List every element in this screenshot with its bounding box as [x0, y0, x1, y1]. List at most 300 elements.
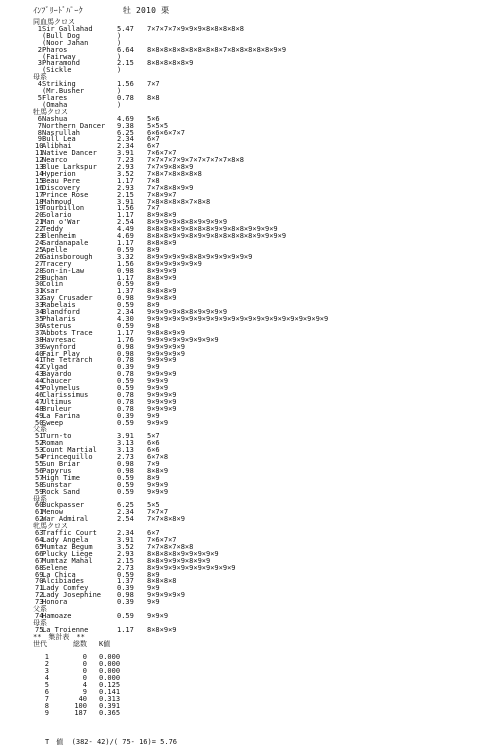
- horse-name: Bayardo: [42, 370, 72, 379]
- horse-name: Son-in-Law: [42, 266, 85, 275]
- section-heading: [33, 109, 473, 116]
- row-number: 61: [35, 508, 44, 517]
- cross-pattern: 9×9: [147, 584, 160, 593]
- cross-pattern: 9×9×9×9: [147, 370, 177, 379]
- cross-row: [33, 454, 473, 461]
- horse-name: Blandford: [42, 308, 80, 317]
- row-number: 16: [35, 183, 44, 192]
- cross-row: [33, 54, 473, 61]
- cross-row: [33, 551, 473, 558]
- cross-pattern: 8×8×8×8×9×9×9×9×9: [147, 549, 219, 558]
- cross-row: [33, 178, 473, 185]
- cross-row: [33, 447, 473, 454]
- horse-name: Bull Lea: [42, 135, 76, 144]
- horse-name: La Troienne: [42, 625, 89, 634]
- cross-row: [33, 565, 473, 572]
- section-label: 同血馬クロス: [33, 18, 75, 26]
- cross-value: 0.78: [117, 356, 134, 365]
- cross-value: ): [117, 100, 122, 109]
- row-number: 67: [35, 556, 44, 565]
- cross-pattern: 9×9×9×9×9: [147, 349, 185, 358]
- row-number: 3: [37, 59, 42, 68]
- summary-col-total: 総数: [73, 639, 87, 648]
- cross-row: [33, 199, 473, 206]
- horse-name: Blenheim: [42, 232, 76, 241]
- horse-name: Pharamond: [42, 59, 80, 68]
- horse-name: La Farina: [42, 411, 80, 420]
- cross-pattern: 8×8×8×9: [147, 239, 177, 247]
- generation-total: 0: [82, 667, 87, 676]
- cross-pattern: 8×8×9: [147, 466, 169, 475]
- cross-value: 0.78: [117, 397, 134, 406]
- section-label: 牡馬クロス: [33, 107, 68, 116]
- summary-row: [33, 710, 473, 717]
- generation-number: 1: [44, 653, 49, 662]
- cross-row: [33, 247, 473, 254]
- cross-value: 4.69: [117, 232, 134, 241]
- cross-pattern: 7×9: [147, 460, 160, 468]
- cross-pattern: 9×9×9: [147, 418, 169, 427]
- cross-value: 1.17: [117, 625, 134, 634]
- cross-row: [33, 578, 473, 585]
- cross-value: 2.34: [117, 135, 134, 144]
- cross-value: 5.47: [117, 24, 134, 33]
- cross-pattern: 7×8×9×7: [147, 190, 177, 199]
- cross-pattern: 6×6: [147, 446, 160, 455]
- cross-row: [33, 205, 473, 212]
- cross-pattern: 8×8×8×8: [147, 577, 177, 586]
- row-number: 28: [35, 266, 44, 275]
- cross-value: 0.39: [117, 598, 134, 607]
- generation-k-value: 0.000: [99, 653, 121, 662]
- horse-name: Mahmoud: [42, 197, 72, 206]
- cross-row: [33, 143, 473, 150]
- row-number: 43: [35, 370, 44, 379]
- row-number: 12: [35, 156, 44, 165]
- cross-pattern: 8×9×9×9×9×8×8×9×9×9×9×9×9: [147, 252, 253, 261]
- row-number: 38: [35, 335, 44, 344]
- cross-value: 0.98: [117, 266, 134, 275]
- cross-pattern: 5×5×5: [147, 121, 169, 130]
- horse-name: Tracery: [42, 259, 72, 268]
- horse-name: Bruleur: [42, 404, 72, 413]
- cross-value: 2.15: [117, 59, 134, 68]
- cross-pattern: 9×9×9×9: [147, 356, 177, 365]
- horse-name: Striking: [42, 80, 76, 89]
- cross-row: [33, 433, 473, 440]
- cross-value: 2.93: [117, 183, 134, 192]
- generation-number: 9: [44, 708, 49, 717]
- horse-name: Hamoaze: [42, 611, 72, 620]
- cross-value: 2.73: [117, 453, 134, 462]
- summary-label: ** 集計表 **: [33, 632, 85, 641]
- row-number: 39: [35, 342, 44, 351]
- generation-total: 0: [82, 660, 87, 669]
- cross-value: 3.91: [117, 149, 134, 158]
- cross-row: [33, 67, 473, 74]
- horse-name: Buckpasser: [42, 501, 85, 510]
- row-number: 47: [35, 397, 44, 406]
- cross-pattern: 7×7: [147, 204, 160, 213]
- horse-name: Chaucer: [42, 377, 72, 386]
- cross-pattern: 9×9×9×9×9×9×9×9×9×9×9×9×9×9×9×9×9×9×9×9×9×9: [147, 314, 329, 323]
- horse-name: Buchan: [42, 273, 68, 282]
- cross-value: 3.32: [117, 252, 134, 261]
- cross-pattern: 7×8×8×8×8×7×8×8: [147, 197, 211, 206]
- row-number: 46: [35, 390, 44, 399]
- horse-name: Gay Crusader: [42, 294, 93, 303]
- row-number: 54: [35, 453, 44, 462]
- cross-row: [33, 150, 473, 157]
- section-label: 母系: [33, 618, 47, 627]
- horse-name: Nasrullah: [42, 128, 80, 137]
- cross-row: [33, 171, 473, 178]
- row-number: 35: [35, 314, 44, 323]
- cross-value: 2.93: [117, 549, 134, 558]
- cross-row: [33, 544, 473, 551]
- row-number: 37: [35, 328, 44, 337]
- section-label: 牝馬クロス: [33, 522, 68, 531]
- cross-value: 2.15: [117, 556, 134, 565]
- horse-name: Plucky Liege: [42, 549, 93, 558]
- cross-row: [33, 502, 473, 509]
- generation-k-value: 0.365: [99, 708, 121, 717]
- cross-row: [33, 468, 473, 475]
- cross-row: [33, 130, 473, 137]
- cross-value: 1.17: [117, 176, 134, 185]
- cross-pattern: 9×9×9: [147, 384, 169, 393]
- cross-value: 0.78: [117, 390, 134, 399]
- cross-value: 0.98: [117, 349, 134, 358]
- cross-row: [33, 192, 473, 199]
- cross-row: [33, 33, 473, 40]
- cross-value: 3.13: [117, 439, 134, 448]
- generation-k-value: 0.000: [99, 667, 121, 676]
- cross-row: [33, 351, 473, 358]
- horse-name: Apelle: [42, 245, 68, 254]
- cross-value: ): [117, 31, 122, 40]
- row-number: 44: [35, 377, 44, 386]
- horse-name: Ultimus: [42, 397, 72, 406]
- row-number: 65: [35, 542, 44, 551]
- cross-pattern: 8×8×9×9: [147, 625, 177, 634]
- cross-pattern: 7×6×7×7: [147, 149, 177, 158]
- row-number: 20: [35, 211, 44, 220]
- row-number: 42: [35, 363, 44, 372]
- cross-value: 4.30: [117, 314, 134, 323]
- horse-name: (Sickle: [42, 66, 72, 75]
- cross-row: [33, 275, 473, 282]
- cross-row: [33, 599, 473, 606]
- cross-value: 2.73: [117, 563, 134, 572]
- horse-name: War Admiral: [42, 515, 89, 524]
- cross-pattern: 9×9×9: [147, 487, 169, 496]
- horse-name: Mumtaz Begum: [42, 542, 93, 551]
- generation-total: 0: [82, 674, 87, 683]
- cross-value: 2.93: [117, 163, 134, 172]
- cross-row: [33, 385, 473, 392]
- cross-value: 2.34: [117, 529, 134, 538]
- generation-k-value: 0.000: [99, 674, 121, 683]
- row-number: 30: [35, 280, 44, 289]
- cross-row: [33, 240, 473, 247]
- cross-pattern: 8×8×8×8×8×8×8×8×8×7×8×8×8×8×8×9×9: [147, 45, 287, 54]
- row-number: 66: [35, 549, 44, 558]
- cross-value: 1.17: [117, 239, 134, 247]
- row-number: 40: [35, 349, 44, 358]
- cross-value: 0.59: [117, 611, 134, 620]
- cross-pattern: 9×9: [147, 598, 160, 607]
- horse-name: Lady Comfey: [42, 584, 89, 593]
- row-number: 9: [37, 135, 42, 144]
- horse-name: (Noor Jahan: [42, 38, 89, 47]
- row-number: 75: [35, 625, 44, 634]
- cross-pattern: 7×7×8×7×8×8: [147, 542, 194, 551]
- row-number: 6: [37, 114, 42, 123]
- cross-row: [33, 88, 473, 95]
- row-number: 22: [35, 225, 44, 234]
- cross-row: [33, 164, 473, 171]
- cross-pattern: 8×8: [147, 93, 160, 102]
- cross-pattern: 8×9×9×9×9×9×9×9×9×9×9: [147, 563, 236, 572]
- cross-pattern: 9×9×9: [147, 480, 169, 489]
- cross-pattern: 9×9: [147, 411, 160, 420]
- cross-pattern: 7×8×7×8×8×8×8: [147, 169, 202, 178]
- section-heading: [33, 74, 473, 81]
- cross-row: [33, 420, 473, 427]
- horse-name: Sun Briar: [42, 460, 80, 468]
- generation-number: 6: [44, 687, 49, 696]
- cross-row: [33, 627, 473, 634]
- cross-value: 0.39: [117, 584, 134, 593]
- horse-name: Rabelais: [42, 301, 76, 310]
- generation-total: 9: [82, 687, 87, 696]
- horse-name: Pharos: [42, 45, 68, 54]
- cross-row: [33, 60, 473, 67]
- horse-name: Rock Sand: [42, 487, 80, 496]
- row-number: 27: [35, 259, 44, 268]
- cross-pattern: 6×6: [147, 439, 160, 448]
- cross-value: 1.37: [117, 287, 134, 296]
- cross-pattern: 8×8×9×9: [147, 273, 177, 282]
- cross-pattern: 9×9: [147, 363, 160, 372]
- cross-row: [33, 316, 473, 323]
- cross-row: [33, 530, 473, 537]
- cross-pattern: 9×9×9: [147, 611, 169, 620]
- cross-pattern: 9×9×9×9×9×9×9×9×9: [147, 335, 219, 344]
- horse-name: Nashua: [42, 114, 68, 123]
- row-number: 50: [35, 418, 44, 427]
- cross-pattern: 6×7: [147, 529, 160, 538]
- cross-row: [33, 378, 473, 385]
- row-number: 51: [35, 432, 44, 441]
- cross-pattern: 7×7×7×7×9×9×9×8×8×8×8×8: [147, 24, 244, 33]
- section-label: 母系: [33, 494, 47, 503]
- horse-name: Nearco: [42, 156, 68, 165]
- cross-pattern: 6×7: [147, 142, 160, 151]
- cross-row: [33, 572, 473, 579]
- generation-total: 100: [74, 701, 87, 710]
- summary-header-row: [33, 641, 473, 648]
- cross-value: 0.78: [117, 93, 134, 102]
- horse-name: La Chica: [42, 570, 76, 579]
- horse-name: Princequillo: [42, 453, 93, 462]
- cross-pattern: 9×9×9×9: [147, 390, 177, 399]
- row-number: 57: [35, 473, 44, 482]
- horse-name: Abbots Trace: [42, 328, 93, 337]
- t-value-footer: [33, 737, 177, 747]
- cross-row: [33, 344, 473, 351]
- horse-name: Sweep: [42, 418, 64, 427]
- cross-row: [33, 281, 473, 288]
- horse-name: Menow: [42, 508, 64, 517]
- cross-pattern: 7×7: [147, 80, 160, 89]
- cross-value: 9.38: [117, 121, 134, 130]
- cross-row: [33, 302, 473, 309]
- cross-row: [33, 592, 473, 599]
- row-number: 19: [35, 204, 44, 213]
- cross-value: 3.91: [117, 197, 134, 206]
- row-number: 49: [35, 411, 44, 420]
- cross-value: 0.78: [117, 370, 134, 379]
- horse-name: Honora: [42, 598, 68, 607]
- cross-pattern: 8×9×8×9: [147, 211, 177, 220]
- row-number: 73: [35, 598, 44, 607]
- row-number: 56: [35, 466, 44, 475]
- cross-value: ): [117, 38, 122, 47]
- cross-value: 2.15: [117, 190, 134, 199]
- cross-row: [33, 102, 473, 109]
- cross-value: 3.52: [117, 542, 134, 551]
- cross-value: 0.98: [117, 591, 134, 600]
- cross-pattern: 8×9: [147, 245, 160, 254]
- cross-value: 4.49: [117, 225, 134, 234]
- cross-row: [33, 212, 473, 219]
- cross-value: 0.39: [117, 363, 134, 372]
- row-number: 17: [35, 190, 44, 199]
- row-number: 59: [35, 487, 44, 496]
- cross-row: [33, 268, 473, 275]
- row-number: 26: [35, 252, 44, 261]
- row-number: 36: [35, 321, 44, 330]
- row-number: 10: [35, 142, 44, 151]
- row-number: 60: [35, 501, 44, 510]
- cross-row: [33, 392, 473, 399]
- row-number: 13: [35, 163, 44, 172]
- horse-name: Papyrus: [42, 466, 72, 475]
- row-number: 63: [35, 529, 44, 538]
- horse-name: Gainsborough: [42, 252, 93, 261]
- row-number: 8: [37, 128, 42, 137]
- cross-value: 1.17: [117, 273, 134, 282]
- horse-name: Mumtaz Mahal: [42, 556, 93, 565]
- cross-row: [33, 482, 473, 489]
- cross-pattern: 6×7: [147, 135, 160, 144]
- cross-pattern: 5×7: [147, 432, 160, 441]
- t-value-label: T 値: [45, 738, 64, 746]
- horse-name: Polymelus: [42, 384, 80, 393]
- cross-value: 0.59: [117, 480, 134, 489]
- horse-name: Hyperion: [42, 169, 76, 178]
- cross-pattern: 8×9×9×9: [147, 266, 177, 275]
- horse-name: Ksar: [42, 287, 59, 296]
- cross-pattern: 8×8×8×8×9×8×8×8×9×9×8×8×9×9×9×9: [147, 225, 278, 234]
- cross-pattern: 8×8×8×8×8×9: [147, 59, 194, 68]
- cross-row: [33, 406, 473, 413]
- horse-name: Alibhai: [42, 142, 72, 151]
- header-horse-info: 牡 2010 栗: [122, 6, 170, 15]
- cross-pattern: 9×8×8×9×9: [147, 328, 185, 337]
- cross-row: [33, 364, 473, 371]
- cross-pattern: 9×9×9×9×9: [147, 342, 185, 351]
- cross-pattern: 5×5: [147, 501, 160, 510]
- generation-k-value: 0.141: [99, 687, 121, 696]
- cross-value: 0.78: [117, 404, 134, 413]
- cross-row: [33, 330, 473, 337]
- cross-pattern: 9×9×9×9: [147, 397, 177, 406]
- cross-row: [33, 233, 473, 240]
- cross-row: [33, 47, 473, 54]
- cross-value: 1.56: [117, 204, 134, 213]
- row-number: 62: [35, 515, 44, 524]
- row-number: 55: [35, 460, 44, 468]
- row-number: 2: [37, 45, 42, 54]
- horse-name: (Bull Dog: [42, 31, 80, 40]
- horse-name: Sardanapale: [42, 239, 89, 247]
- cross-value: 1.56: [117, 80, 134, 89]
- row-number: 15: [35, 176, 44, 185]
- cross-pattern: 8×9×9×9×9×9×9: [147, 259, 202, 268]
- cross-pattern: 9×9×9×9×8×8×9×9×9×9: [147, 308, 228, 317]
- horse-name: Asterus: [42, 321, 72, 330]
- cross-value: ): [117, 87, 122, 96]
- cross-row: [33, 185, 473, 192]
- cross-pattern: 7×7×7: [147, 508, 169, 517]
- horse-name: Lady Josephine: [42, 591, 102, 600]
- row-number: 58: [35, 480, 44, 489]
- cross-row: [33, 95, 473, 102]
- cross-value: 0.59: [117, 280, 134, 289]
- generation-k-value: 0.000: [99, 660, 121, 669]
- header-left: ｲﾝﾌﾞﾘｰﾄﾞﾊﾟｰｸ: [33, 6, 83, 15]
- row-number: 5: [37, 93, 42, 102]
- cross-value: 1.17: [117, 328, 134, 337]
- row-number: 1: [37, 24, 42, 33]
- row-number: 53: [35, 446, 44, 455]
- cross-value: 1.76: [117, 335, 134, 344]
- generation-number: 8: [44, 701, 49, 710]
- cross-row: [33, 157, 473, 164]
- cross-row: [33, 537, 473, 544]
- section-heading: [33, 19, 473, 26]
- cross-value: 0.98: [117, 294, 134, 303]
- section-heading: [33, 620, 473, 627]
- cross-value: 2.54: [117, 515, 134, 524]
- horse-name: Clarissimus: [42, 390, 89, 399]
- cross-pattern: 7×7×7×7×9×7×7×7×7×7×8×8: [147, 156, 244, 165]
- row-number: 7: [37, 121, 42, 130]
- cross-pattern: 8×9×9×9×8×8×9×9×9×9: [147, 218, 228, 227]
- cross-pattern: 9×8: [147, 321, 160, 330]
- horse-name: Cylgad: [42, 363, 68, 372]
- horse-name: Roman: [42, 439, 64, 448]
- cross-pattern: 5×6: [147, 114, 160, 123]
- generation-total: 187: [74, 708, 87, 717]
- row-number: 41: [35, 356, 44, 365]
- cross-row: [33, 613, 473, 620]
- cross-row: [33, 475, 473, 482]
- cross-row: [33, 440, 473, 447]
